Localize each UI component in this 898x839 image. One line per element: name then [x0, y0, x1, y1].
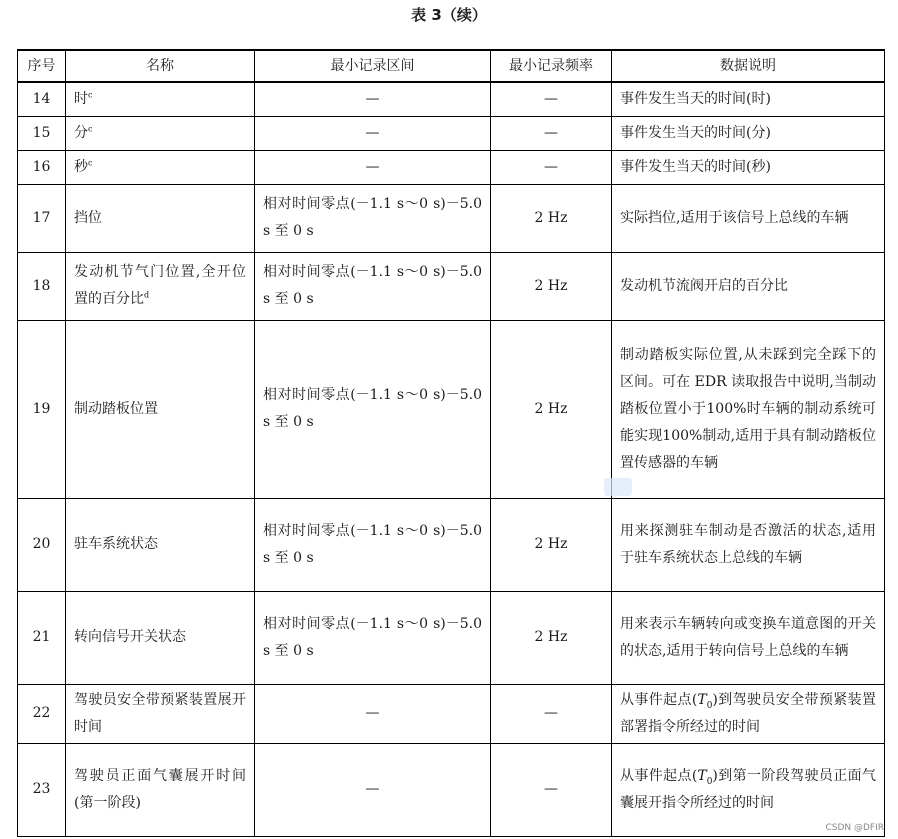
- header-no: 序号: [18, 50, 66, 82]
- header-desc: 数据说明: [612, 50, 885, 82]
- row-name: 秒$^c$: [66, 150, 255, 184]
- header-row: [18, 50, 885, 82]
- header-name: 名称: [66, 50, 255, 82]
- row-no: 22: [18, 684, 66, 743]
- table-row: [18, 252, 885, 320]
- table-caption: 表 3（续）: [411, 6, 487, 24]
- row-desc: 用来表示车辆转向或变换车道意图的开关的状态,适用于转向信号上总线的车辆: [612, 591, 885, 684]
- row-freq: —: [491, 150, 612, 184]
- row-desc: 实际挡位,适用于该信号上总线的车辆: [612, 184, 885, 252]
- row-interval: 相对时间零点(－1.1 s～0 s)－5.0 s 至 0 s: [255, 320, 491, 498]
- row-name: 分$^c$: [66, 116, 255, 150]
- row-desc: 发动机节流阀开启的百分比: [612, 252, 885, 320]
- table-row: [18, 591, 885, 684]
- row-desc: 用来探测驻车制动是否激活的状态,适用于驻车系统状态上总线的车辆: [612, 498, 885, 591]
- table-row: [18, 498, 885, 591]
- row-name: 驾驶员安全带预紧装置展开时间: [66, 684, 255, 743]
- row-interval: 相对时间零点(－1.1 s～0 s)－5.0 s 至 0 s: [255, 498, 491, 591]
- row-no: 20: [18, 498, 66, 591]
- watermark-logo: [604, 478, 632, 496]
- row-interval: —: [255, 150, 491, 184]
- row-freq: 2 Hz: [491, 184, 612, 252]
- row-desc: 从事件起点$(T_0)$到第一阶段驾驶员正面气囊展开指令所经过的时间: [612, 743, 885, 836]
- table-row: [18, 684, 885, 743]
- row-no: 16: [18, 150, 66, 184]
- row-desc: 事件发生当天的时间(时): [612, 82, 885, 116]
- row-interval: —: [255, 82, 491, 116]
- row-name: 驻车系统状态: [66, 498, 255, 591]
- table-row: [18, 743, 885, 836]
- row-desc: 事件发生当天的时间(秒): [612, 150, 885, 184]
- row-name: 转向信号开关状态: [66, 591, 255, 684]
- row-freq: 2 Hz: [491, 320, 612, 498]
- table-row: [18, 320, 885, 498]
- source-watermark: CSDN @DFIR: [825, 823, 884, 833]
- row-freq: —: [491, 82, 612, 116]
- row-interval: 相对时间零点(－1.1 s～0 s)－5.0 s 至 0 s: [255, 591, 491, 684]
- row-no: 15: [18, 116, 66, 150]
- row-name: 发动机节气门位置,全开位置的百分比$^d$: [66, 252, 255, 320]
- row-freq: —: [491, 684, 612, 743]
- row-interval: —: [255, 684, 491, 743]
- row-name: 时$^c$: [66, 82, 255, 116]
- row-interval: 相对时间零点(－1.1 s～0 s)－5.0 s 至 0 s: [255, 252, 491, 320]
- row-no: 21: [18, 591, 66, 684]
- header-freq: 最小记录频率: [491, 50, 612, 82]
- row-interval: —: [255, 116, 491, 150]
- row-name: 驾驶员正面气囊展开时间(第一阶段): [66, 743, 255, 836]
- row-freq: 2 Hz: [491, 252, 612, 320]
- row-no: 14: [18, 82, 66, 116]
- header-interval: 最小记录区间: [255, 50, 491, 82]
- row-freq: —: [491, 116, 612, 150]
- row-desc: 从事件起点$(T_0)$到驾驶员安全带预紧装置部署指令所经过的时间: [612, 684, 885, 743]
- row-name: 挡位: [66, 184, 255, 252]
- row-freq: 2 Hz: [491, 498, 612, 591]
- row-name: 制动踏板位置: [66, 320, 255, 498]
- row-no: 17: [18, 184, 66, 252]
- row-freq: —: [491, 743, 612, 836]
- row-desc: 制动踏板实际位置,从未踩到完全踩下的区间。可在 EDR 读取报告中说明,当制动踏板位置小于100%时车辆的制动系统可能实现100%制动,适用于具有制动踏板位置传感器的车辆: [612, 320, 885, 498]
- data-table: [17, 49, 885, 837]
- table-row: [18, 116, 885, 150]
- row-no: 23: [18, 743, 66, 836]
- row-desc: 事件发生当天的时间(分): [612, 116, 885, 150]
- row-no: 19: [18, 320, 66, 498]
- row-interval: —: [255, 743, 491, 836]
- row-no: 18: [18, 252, 66, 320]
- row-freq: 2 Hz: [491, 591, 612, 684]
- table-row: [18, 150, 885, 184]
- row-interval: 相对时间零点(－1.1 s～0 s)－5.0 s 至 0 s: [255, 184, 491, 252]
- table-row: [18, 184, 885, 252]
- table-row: [18, 82, 885, 116]
